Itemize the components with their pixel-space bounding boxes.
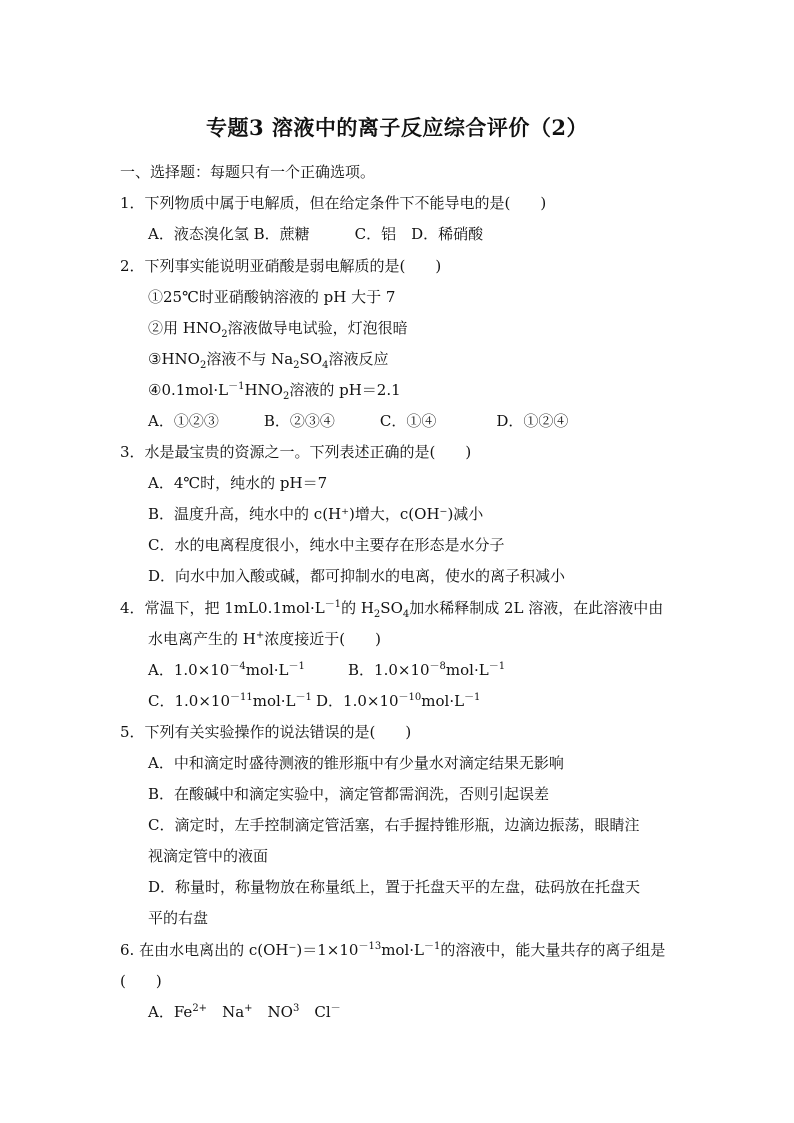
question-4-option-d: D．$1.0\times 10^{-10}mol\cdot L^{-1}$: [316, 692, 481, 710]
question-4-option-a: A．$1.0\times 10^{-4}mol\cdot L^{-1}$: [148, 661, 305, 679]
question-5-option-c-line-1: C．滴定时，左手控制滴定管活塞，右手握持锥形瓶，边滴边振荡，眼睛注: [148, 816, 640, 834]
question-3-option-c: C．水的电离程度很小，纯水中主要存在形态是水分子: [148, 536, 505, 554]
question-6-stem-line-1: 6. 在由水电离出的 $c(OH^-)=1\times 10^{-13}mol\cdot L^{-1}$的溶液中，能大量共存的离子组是: [120, 941, 666, 959]
question-3-stem: 3．水是最宝贵的资源之一。下列表述正确的是( ): [120, 443, 472, 461]
question-2-statement-1: ①25℃时亚硝酸钠溶液的 pH 大于 7: [148, 288, 396, 306]
question-5-option-d-line-1: D．称量时，称量物放在称量纸上，置于托盘天平的左盘，砝码放在托盘天: [148, 878, 641, 896]
question-3-option-b: B．温度升高，纯水中的 c(H⁺)增大，c(OH⁻)减小: [148, 505, 484, 523]
section-heading: 一、选择题：每题只有一个正确选项。: [120, 163, 376, 181]
question-4-option-b: B．$1.0\times 10^{-8}mol\cdot L^{-1}$: [348, 661, 506, 679]
question-4-stem-line-1: 4．常温下，把 $1mL0.1mol\cdot L^{-1}$的 $H_2SO_4$加水稀释制成 2L 溶液，在此溶液中由: [120, 599, 664, 620]
question-3-option-a: A．4℃时，纯水的 pH＝7: [148, 474, 328, 492]
question-2-statement-3: $③HNO_2$溶液不与 $Na_2SO_4$溶液反应: [148, 350, 389, 371]
question-2-options: A．①②③ B．②③④ C．①④ D．①②④: [148, 412, 569, 430]
question-6-option-a: A．$Fe^{2+}$ Na+ $NO^3$ Cl－: [148, 1003, 341, 1021]
question-1-options: A．液态溴化氢 B．蔗糖 C．铝 D．稀硝酸: [148, 225, 484, 243]
page-title: 专题3 溶液中的离子反应综合评价（2）: [205, 115, 589, 140]
question-5-option-d-line-2: 平的右盘: [148, 909, 209, 927]
question-4-option-c: C．$1.0\times 10^{-11}mol\cdot L^{-1}$: [148, 692, 312, 710]
question-2-statement-2: ②用 $HNO_2$溶液做导电试验，灯泡很暗: [148, 319, 408, 340]
question-6-stem-line-2: ( ): [120, 972, 162, 990]
question-5-option-b: B．在酸碱中和滴定实验中，滴定管都需润洗，否则引起误差: [148, 785, 550, 803]
question-5-option-a: A．中和滴定时盛待测液的锥形瓶中有少量水对滴定结果无影响: [148, 754, 564, 772]
question-3-option-d: D．向水中加入酸或碱，都可抑制水的电离，使水的离子积减小: [148, 567, 566, 585]
question-4-stem-line-2: 水电离产生的 H+浓度接近于( ): [148, 630, 381, 648]
question-5-option-c-line-2: 视滴定管中的液面: [148, 847, 269, 865]
question-2-statement-4: $④0.1mol\cdot L^{-1}HNO_2$溶液的 pH＝2.1: [148, 381, 401, 402]
question-5-stem: 5．下列有关实验操作的说法错误的是( ): [120, 723, 412, 741]
question-1-stem: 1．下列物质中属于电解质，但在给定条件下不能导电的是( ): [120, 194, 547, 212]
question-2-stem: 2．下列事实能说明亚硝酸是弱电解质的是( ): [120, 257, 442, 275]
